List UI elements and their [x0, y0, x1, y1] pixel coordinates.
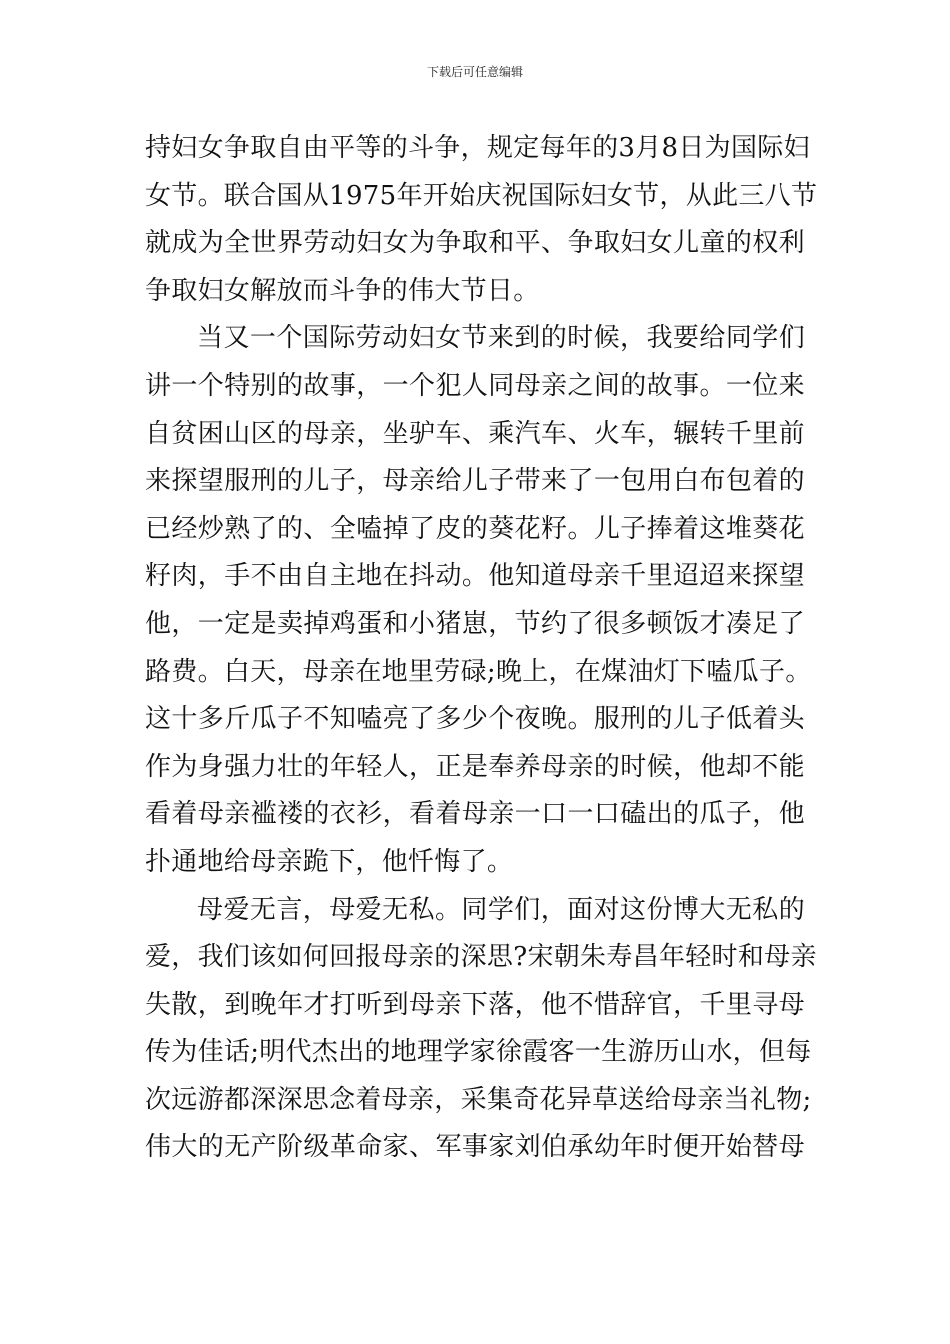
paragraph-2-line-9: 这十多斤瓜子不知嗑亮了多少个夜晚。服刑的儿子低着头: [145, 704, 805, 735]
paragraph-1-line-2: 女节。联合国从1975年开始庆祝国际妇女节，从此三八节: [145, 180, 818, 211]
paragraph-3-line-1: 母爱无言，母爱无私。同学们，面对这份博大无私的: [197, 894, 805, 925]
paragraph-3-line-6: 伟大的无产阶级革命家、军事家刘伯承幼年时便开始替母: [145, 1132, 805, 1163]
paragraph-3-line-3: 失散，到晚年才打听到母亲下落，他不惜辞官，千里寻母: [145, 989, 805, 1020]
paragraph-2-line-4: 来探望服刑的儿子，母亲给儿子带来了一包用白布包着的: [145, 466, 805, 497]
paragraph-3-line-4: 传为佳话;明代杰出的地理学家徐霞客一生游历山水，但每: [145, 1037, 812, 1068]
paragraph-2-line-5: 已经炒熟了的、全嗑掉了皮的葵花籽。儿子捧着这堆葵花: [145, 513, 805, 544]
paragraph-1-line-4: 争取妇女解放而斗争的伟大节日。: [145, 275, 540, 306]
paragraph-2-line-8: 路费。白天，母亲在地里劳碌;晚上，在煤油灯下嗑瓜子。: [145, 656, 812, 687]
paragraph-2-line-6: 籽肉，手不由自主地在抖动。他知道母亲千里迢迢来探望: [145, 561, 805, 592]
paragraph-1-line-1: 持妇女争取自由平等的斗争，规定每年的3月8日为国际妇: [145, 133, 810, 163]
paragraph-2-line-11: 看着母亲褴褛的衣衫，看着母亲一口一口磕出的瓜子，他: [145, 799, 805, 830]
paragraph-2-line-10: 作为身强力壮的年轻人，正是奉养母亲的时候，他却不能: [145, 751, 805, 782]
page-header: 下载后可任意编辑: [426, 65, 523, 79]
paragraph-2-line-3: 自贫困山区的母亲，坐驴车、乘汽车、火车，辗转千里前: [145, 418, 805, 449]
paragraph-1-line-3: 就成为全世界劳动妇女为争取和平、争取妇女儿童的权利: [145, 228, 805, 259]
paragraph-2-line-7: 他，一定是卖掉鸡蛋和小猪崽，节约了很多顿饭才凑足了: [145, 608, 805, 639]
document-body: [145, 125, 818, 1172]
paragraph-3-line-5: 次远游都深深思念着母亲，采集奇花异草送给母亲当礼物;: [145, 1084, 812, 1115]
paragraph-2-line-1: 当又一个国际劳动妇女节来到的时候，我要给同学们: [197, 323, 805, 354]
paragraph-2-line-12: 扑通地给母亲跪下，他忏悔了。: [145, 846, 514, 877]
paragraph-3-line-2: 爱，我们该如何回报母亲的深思?宋朝朱寿昌年轻时和母亲: [145, 942, 817, 973]
paragraph-2-line-2: 讲一个特别的故事，一个犯人同母亲之间的故事。一位来: [145, 370, 805, 401]
